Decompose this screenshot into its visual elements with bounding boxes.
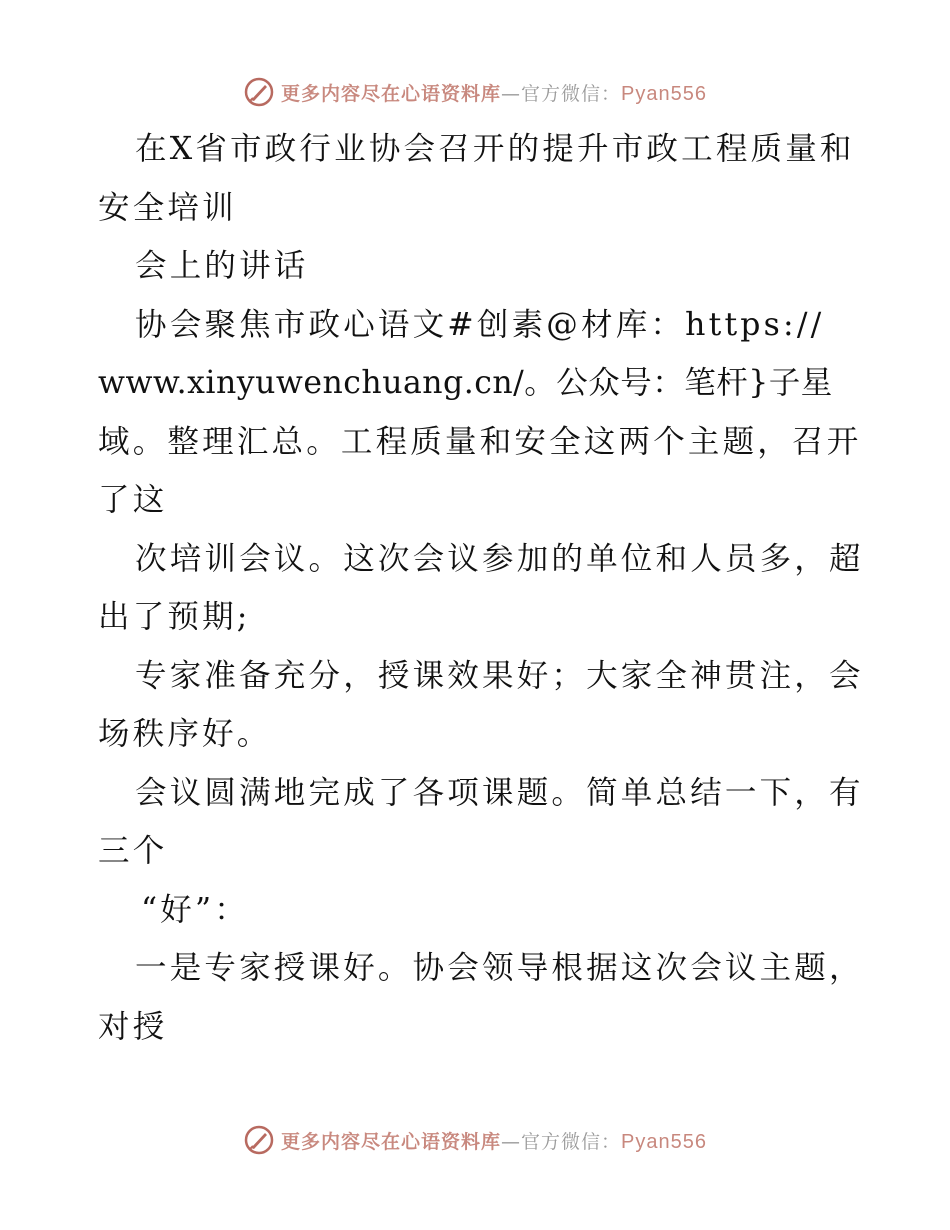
doc-text-line: 场秩序好。: [98, 716, 272, 752]
watermark-wechat-id: Pyan556: [621, 82, 707, 105]
doc-text-line: 了这: [98, 482, 168, 518]
doc-text-line: 对授: [98, 1008, 168, 1045]
doc-text-line: 三个: [98, 833, 168, 869]
watermark-wechat-label: 官方微信：: [521, 1130, 622, 1153]
watermark-brand-text: 更多内容尽在心语资料库: [281, 1130, 502, 1153]
doc-text-line: 会议圆满地完成了各项课题。简单总结一下，有: [135, 774, 864, 811]
feather-logo-icon: [243, 76, 275, 108]
doc-text-line: 协会聚焦市政心语文#创素@材库：https://: [135, 306, 825, 343]
doc-text-line: 域。整理汇总。工程质量和安全这两个主题，召开: [98, 423, 862, 460]
footer-watermark: [0, 1120, 950, 1160]
watermark-separator: —: [501, 1130, 522, 1153]
doc-text-line: www.xinyuwenchuang.cn/。公众号：笔杆}子星: [98, 365, 833, 401]
watermark-wechat-label: 官方微信：: [521, 82, 622, 105]
watermark-wechat-id: Pyan556: [621, 1130, 707, 1153]
header-watermark: [0, 72, 950, 112]
document-body: [98, 120, 864, 1056]
doc-text-line: 次培训会议。这次会议参加的单位和人员多，超: [135, 540, 864, 577]
doc-text-line: 一是专家授课好。协会领导根据这次会议主题，: [135, 950, 864, 986]
doc-title-line: 在X省市政行业协会召开的提升市政工程质量和: [135, 131, 855, 167]
doc-text-line: “好”：: [141, 891, 250, 928]
doc-text-line: 出了预期;: [98, 599, 251, 635]
doc-subtitle-line: 会上的讲话: [135, 248, 309, 284]
doc-text-line: 专家准备充分，授课效果好；大家全神贯注，会: [135, 657, 864, 694]
doc-title-line: 安全培训: [98, 189, 237, 226]
watermark-separator: —: [501, 82, 522, 105]
watermark-brand-text: 更多内容尽在心语资料库: [281, 82, 502, 105]
feather-logo-icon: [243, 1124, 275, 1156]
